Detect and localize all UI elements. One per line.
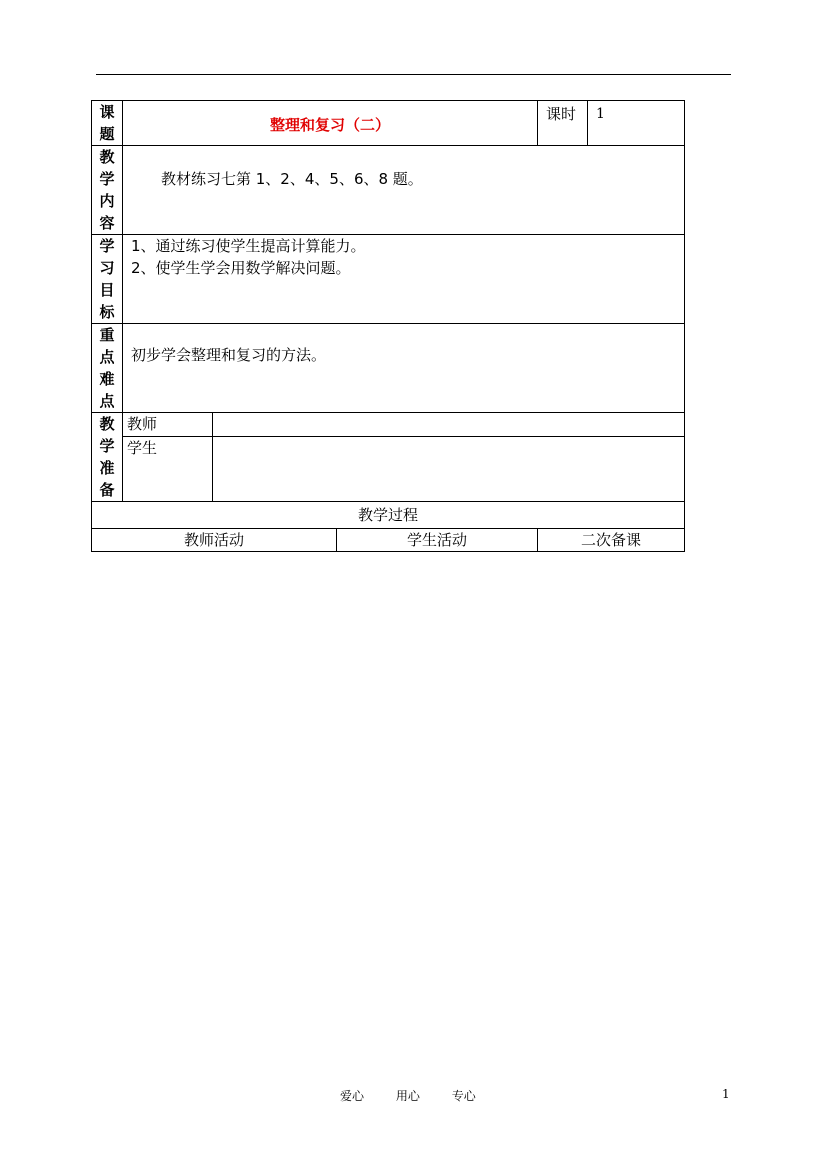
prep-teacher-label: 教师 bbox=[123, 413, 213, 437]
process-heading-row bbox=[92, 502, 685, 529]
period-value: 1 bbox=[588, 101, 685, 146]
process-col-revision: 二次备课 bbox=[538, 529, 685, 552]
goals-label: 学 习 目 标 bbox=[92, 235, 123, 324]
goal-item: 1、通过练习使学生提高计算能力。 bbox=[131, 237, 366, 255]
slogan-word: 爱心 bbox=[340, 1089, 365, 1103]
footer-slogan bbox=[340, 1087, 504, 1104]
prep-student-label: 学生 bbox=[123, 436, 213, 501]
content-row bbox=[92, 146, 685, 235]
goal-item: 2、使学生学会用数学解决问题。 bbox=[131, 259, 351, 277]
period-label: 课时 bbox=[538, 101, 588, 146]
header-rule bbox=[96, 74, 731, 75]
process-col-student: 学生活动 bbox=[337, 529, 538, 552]
process-heading: 教学过程 bbox=[92, 502, 685, 529]
keypoints-row bbox=[92, 324, 685, 413]
lesson-plan-table bbox=[91, 100, 685, 552]
slogan-word: 专心 bbox=[451, 1089, 476, 1103]
prep-teacher-value bbox=[213, 413, 685, 437]
prep-teacher-row bbox=[92, 413, 685, 437]
process-columns-row bbox=[92, 529, 685, 552]
goals-list bbox=[123, 235, 685, 324]
content-label: 教 学 内 容 bbox=[92, 146, 123, 235]
topic-row bbox=[92, 101, 685, 146]
lesson-title: 整理和复习（二） bbox=[123, 101, 538, 146]
process-col-teacher: 教师活动 bbox=[92, 529, 337, 552]
prep-student-value bbox=[213, 436, 685, 501]
keypoints-label: 重 点 难 点 bbox=[92, 324, 123, 413]
prep-student-row bbox=[92, 436, 685, 501]
topic-label: 课 题 bbox=[92, 101, 123, 146]
page-number: 1 bbox=[722, 1087, 730, 1101]
prep-label: 教 学 准 备 bbox=[92, 413, 123, 502]
goals-row bbox=[92, 235, 685, 324]
slogan-word: 用心 bbox=[395, 1089, 420, 1103]
content-text: 教材练习七第 1、2、4、5、6、8 题。 bbox=[123, 146, 685, 235]
keypoints-text: 初步学会整理和复习的方法。 bbox=[123, 324, 685, 413]
